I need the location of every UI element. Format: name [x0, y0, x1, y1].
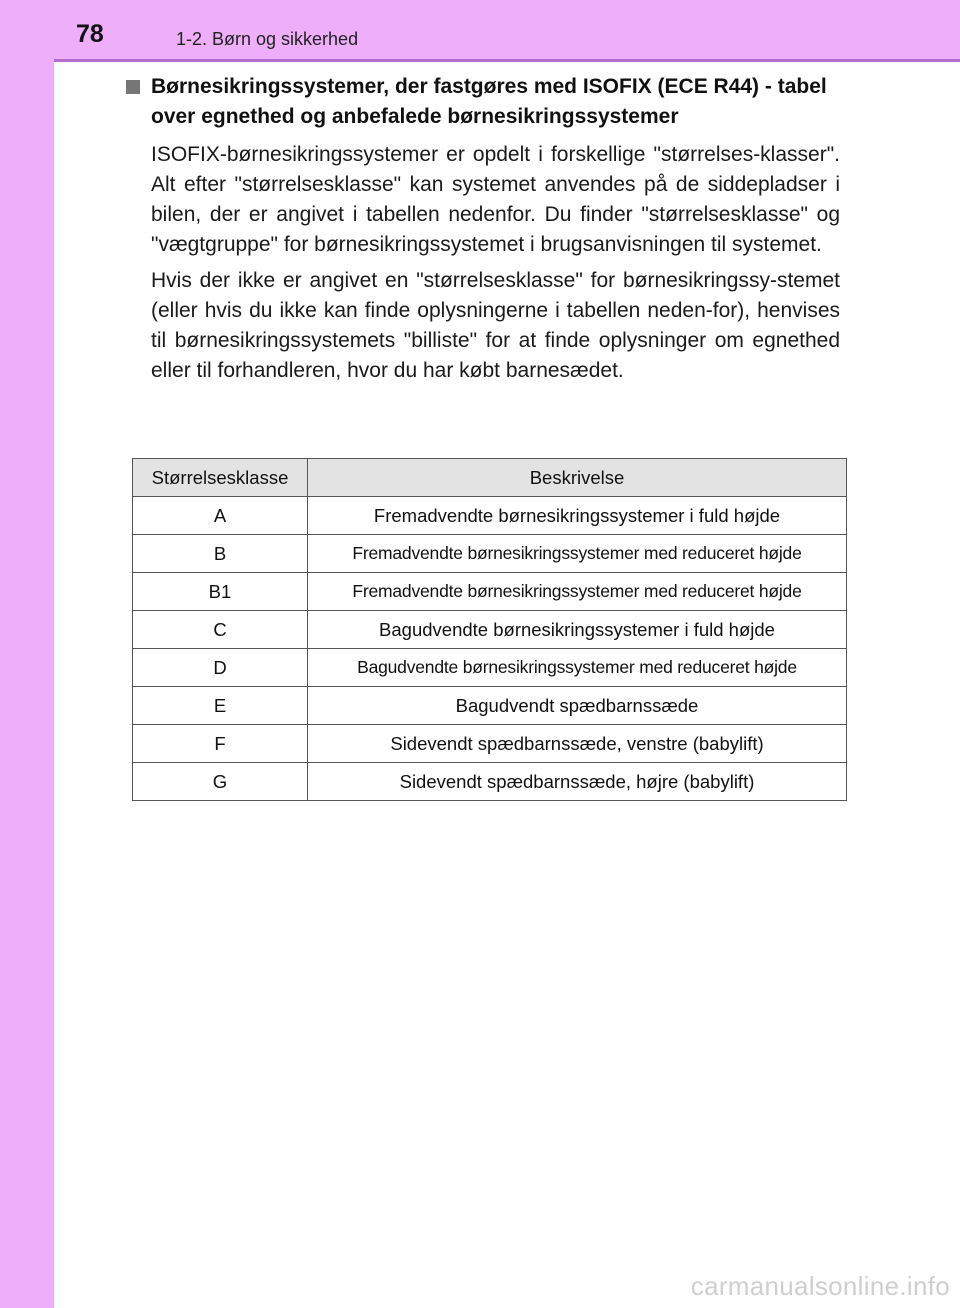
- body-paragraph-1: ISOFIX-børnesikringssystemer er opdelt i forskellige "størrelses-klasser". Alt efter "størrelsesklasse" kan systemet anvendes på de siddepladser i bilen, der er angivet i tabellen nedenfor. Du finder "størrelsesklasse" og "vægtgruppe" for børnesikringssystemet i brugsanvisningen til systemet.: [151, 143, 840, 256]
- header-band: [0, 0, 960, 60]
- square-bullet-icon: [126, 80, 140, 94]
- description-cell: Bagudvendte børnesikringssystemer i fuld højde: [308, 611, 847, 649]
- header-divider: [54, 59, 960, 62]
- running-head: 1-2. Børn og sikkerhed: [176, 29, 359, 49]
- size-class-cell: B: [133, 535, 308, 573]
- watermark: carmanualsonline.info: [690, 1271, 950, 1301]
- column-header-size-class: Størrelsesklasse: [133, 459, 308, 497]
- section-heading-text: Børnesikringssystemer, der fastgøres med ISOFIX (ECE R44) - tabel over egnethed og anbefalede børnesikringssystemer: [151, 75, 827, 128]
- size-class-cell: C: [133, 611, 308, 649]
- description-cell: Bagudvendt spædbarnssæde: [308, 687, 847, 725]
- description-cell: Bagudvendte børnesikringssystemer med reduceret højde: [308, 649, 847, 687]
- size-class-cell: F: [133, 725, 308, 763]
- column-header-description: Beskrivelse: [308, 459, 847, 497]
- side-tab-strip: [0, 0, 54, 1308]
- size-class-cell: B1: [133, 573, 308, 611]
- size-class-table: [132, 458, 847, 801]
- table-row: [133, 573, 847, 611]
- table-row: [133, 611, 847, 649]
- table-row: [133, 763, 847, 801]
- size-class-cell: G: [133, 763, 308, 801]
- table-row: [133, 725, 847, 763]
- page-number: 78: [76, 20, 104, 48]
- table-header-row: [133, 459, 847, 497]
- description-cell: Fremadvendte børnesikringssystemer i fuld højde: [308, 497, 847, 535]
- size-class-cell: D: [133, 649, 308, 687]
- description-cell: Sidevendt spædbarnssæde, højre (babylift): [308, 763, 847, 801]
- description-cell: Fremadvendte børnesikringssystemer med reduceret højde: [308, 573, 847, 611]
- body-paragraph-2: Hvis der ikke er angivet en "størrelsesklasse" for børnesikringssy-stemet (eller hvis du ikke kan finde oplysningerne i tabellen neden-for), henvises til børnesikringssystemets "billiste" for at finde oplysninger om egnethed eller til forhandleren, hvor du har købt barnesædet.: [151, 269, 840, 382]
- section-heading: [124, 72, 840, 132]
- table-row: [133, 497, 847, 535]
- description-cell: Sidevendt spædbarnssæde, venstre (babylift): [308, 725, 847, 763]
- description-cell: Fremadvendte børnesikringssystemer med reduceret højde: [308, 535, 847, 573]
- size-class-cell: E: [133, 687, 308, 725]
- isofix-section: [124, 72, 840, 386]
- size-class-cell: A: [133, 497, 308, 535]
- table-row: [133, 649, 847, 687]
- table-row: [133, 535, 847, 573]
- table-row: [133, 687, 847, 725]
